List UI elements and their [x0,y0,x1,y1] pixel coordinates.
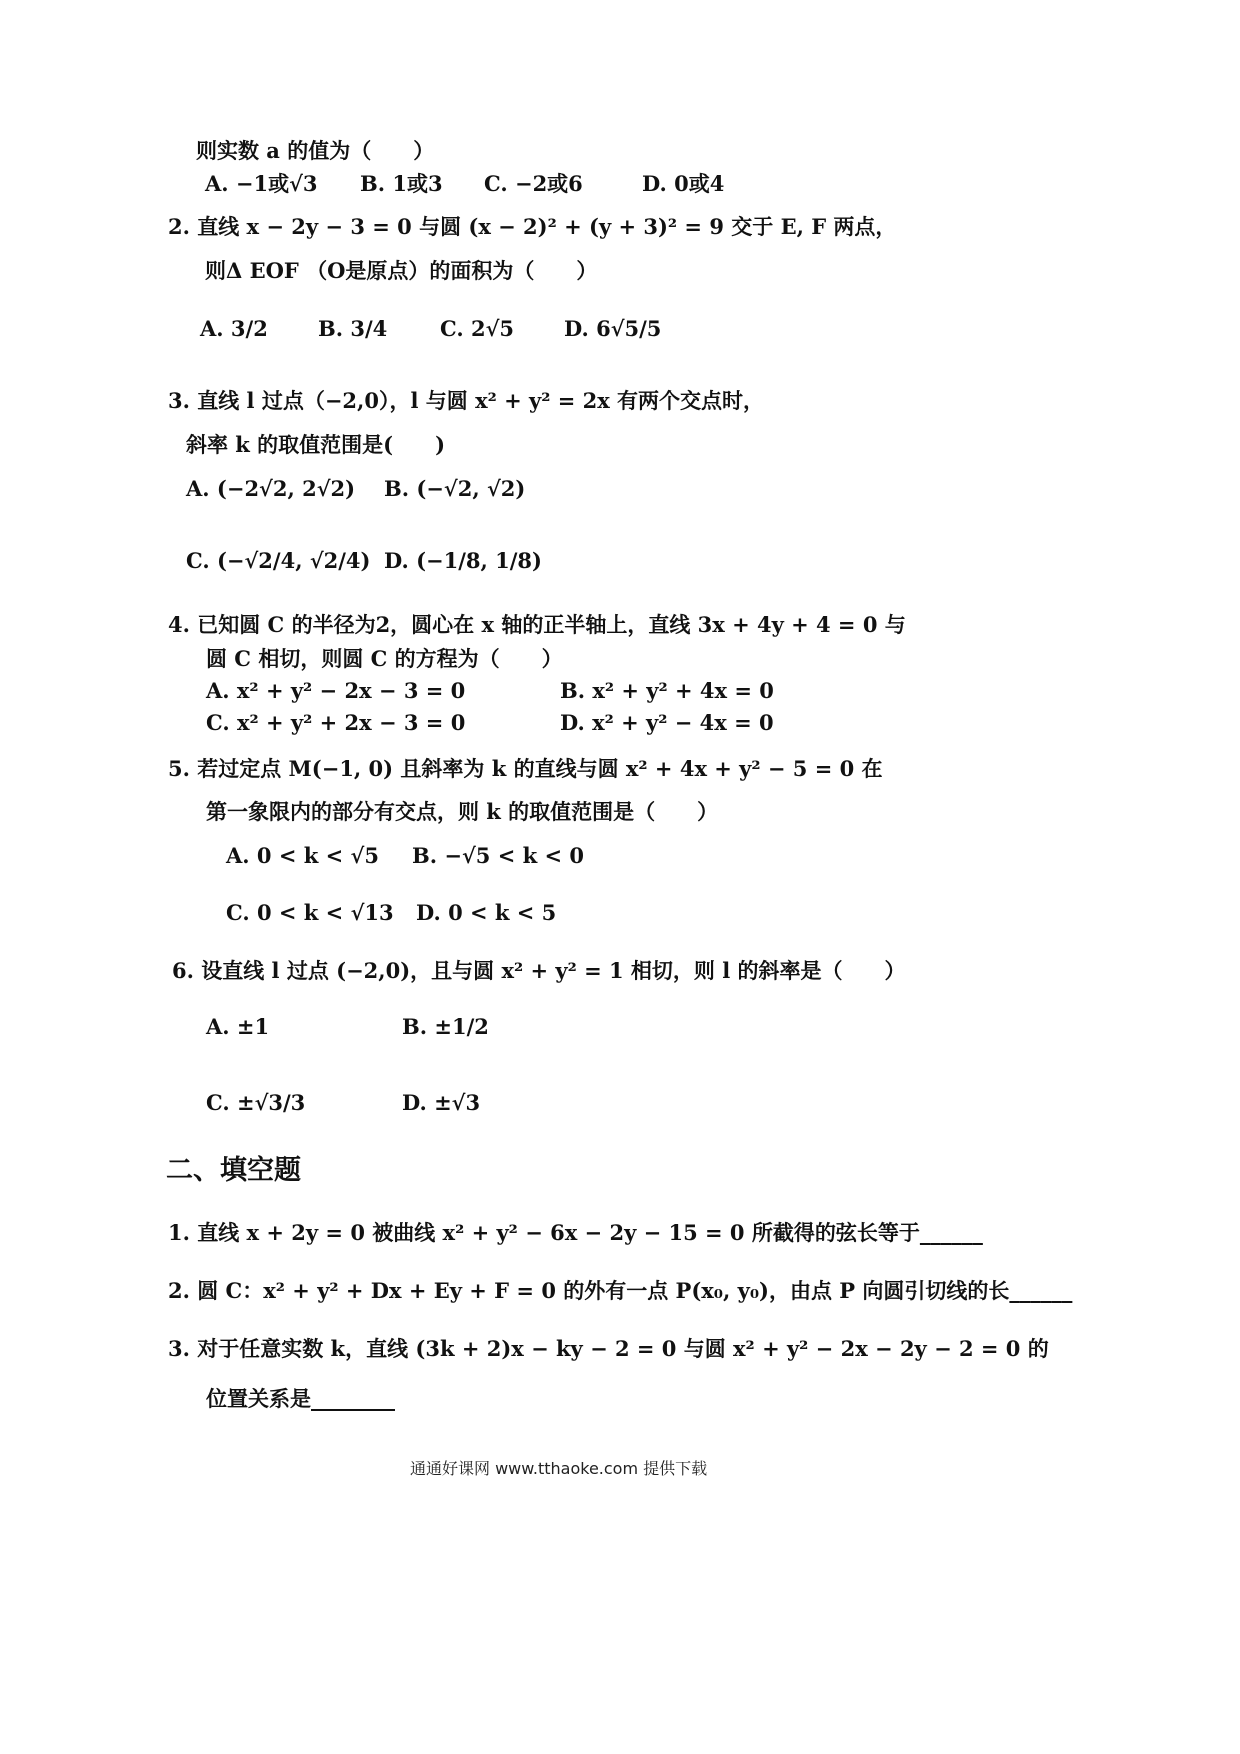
question-6-option-a: A. ±1 [206,1014,270,1039]
question-prev-option-b: B. 1或3 [360,171,443,196]
fill-question-2: 2. 圆 C：x² + y² + Dx + Ey + F = 0 的外有一点 P(x₀, y₀)，由点 P 向圆引切线的长______ [168,1278,1073,1303]
fill-question-3-line-1: 3. 对于任意实数 k，直线 (3k + 2)x − ky − 2 = 0 与圆 x² + y² − 2x − 2y − 2 = 0 的 [168,1336,1049,1361]
question-4-option-c: C. x² + y² + 2x − 3 = 0 [206,710,466,735]
question-prev-option-d: D. 0或4 [642,171,725,196]
section-2-heading: 二、填空题 [166,1155,301,1186]
question-3-option-b: B. (−√2, √2) [384,476,526,501]
question-2-option-c: C. 2√5 [440,316,514,341]
question-3-option-d: D. (−1/8, 1/8) [384,548,542,573]
question-2-line-2: 则Δ EOF （O是原点）的面积为（ ） [205,258,598,283]
question-5-line-2: 第一象限内的部分有交点，则 k 的取值范围是（ ） [206,799,719,824]
question-prev-option-a: A. −1或√3 [205,171,318,196]
fill-question-1: 1. 直线 x + 2y = 0 被曲线 x² + y² − 6x − 2y − 15 = 0 所截得的弦长等于______ [168,1220,983,1245]
question-5-option-a: A. 0 < k < √5 [226,843,379,868]
fill-question-3-line-2: 位置关系是________ [206,1386,395,1411]
question-2-option-b: B. 3/4 [318,316,388,341]
question-prev-option-c: C. −2或6 [484,171,583,196]
question-6-option-d: D. ±√3 [402,1090,481,1115]
question-6-option-b: B. ±1/2 [402,1014,489,1039]
question-5-line-1: 5. 若过定点 M(−1, 0) 且斜率为 k 的直线与圆 x² + 4x + y² − 5 = 0 在 [168,756,883,781]
question-3-option-c: C. (−√2/4, √2/4) [186,548,371,573]
question-5-option-b: B. −√5 < k < 0 [412,843,584,868]
question-5-option-c: C. 0 < k < √13 [226,900,394,925]
question-3-line-1: 3. 直线 l 过点（−2,0），l 与圆 x² + y² = 2x 有两个交点时， [168,388,765,413]
question-6-line-1: 6. 设直线 l 过点 (−2,0)，且与圆 x² + y² = 1 相切，则 l 的斜率是（ ） [172,958,906,983]
question-2-option-d: D. 6√5/5 [564,316,662,341]
question-4-line-1: 4. 已知圆 C 的半径为2，圆心在 x 轴的正半轴上，直线 3x + 4y + 4 = 0 与 [168,612,906,637]
question-6-option-c: C. ±√3/3 [206,1090,306,1115]
question-prev-stem: 则实数 a 的值为（ ） [196,138,435,163]
question-5-option-d: D. 0 < k < 5 [416,900,557,925]
question-4-option-b: B. x² + y² + 4x = 0 [560,678,774,703]
question-3-line-2: 斜率 k 的取值范围是( ) [186,432,446,457]
question-4-line-2: 圆 C 相切，则圆 C 的方程为（ ） [206,646,563,671]
question-4-option-a: A. x² + y² − 2x − 3 = 0 [206,678,466,703]
question-3-option-a: A. (−2√2, 2√2) [186,476,356,501]
question-2-line-1: 2. 直线 x − 2y − 3 = 0 与圆 (x − 2)² + (y + 3)² = 9 交于 E, F 两点， [168,214,897,239]
question-4-option-d: D. x² + y² − 4x = 0 [560,710,774,735]
question-2-option-a: A. 3/2 [200,316,268,341]
page-footer: 通通好课网 www.tthaoke.com 提供下载 [410,1459,708,1478]
